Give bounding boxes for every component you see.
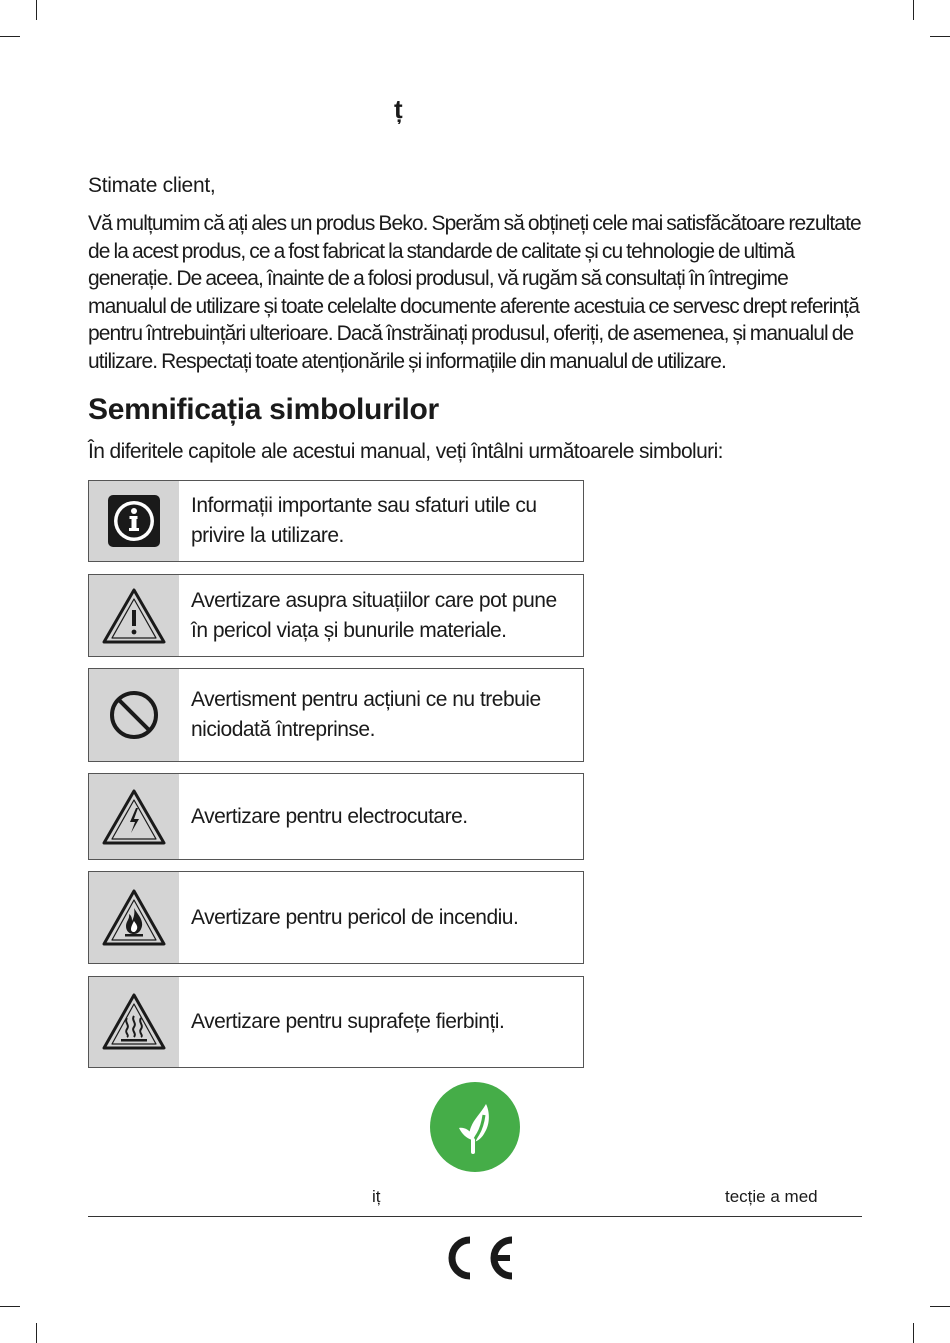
intro-paragraph: Vă mulțumim că ați ales un produs Beko. Sperăm să obțineți cele mai satisfăcătoare rezultate de la acest produs, ce a fost fabricat la standarde de calitate și cu tehnologie de ultimă generație. De aceea, înainte de a folosi produsul, vă rugăm să consultați în întregime manualul de utilizare și toate celelalte documente aferente acestuia ce servesc drept referință pentru întrebuințări ulterioare. Dacă înstrăinați produsul, oferiți, de asemenea, și manualul de utilizare. Respectați toate atenționările și informațiile din manualul de utilizare. bbox=[88, 212, 861, 373]
symbol-text: Avertisment pentru acțiuni ce nu trebuie niciodată întreprinse. bbox=[191, 688, 541, 741]
symbol-text: Avertizare pentru suprafețe fierbinți. bbox=[191, 1010, 505, 1033]
section-heading: Semnificația simbolurilor bbox=[88, 393, 439, 426]
symbol-row-electric bbox=[88, 773, 584, 860]
footer-divider bbox=[88, 1216, 862, 1217]
symbol-text: Avertizare pentru electrocutare. bbox=[191, 804, 468, 828]
footer-fragment: tecție a med bbox=[725, 1187, 818, 1206]
prohibited-icon bbox=[89, 669, 179, 761]
crop-mark bbox=[930, 36, 950, 37]
symbol-row-hot-surface bbox=[88, 976, 584, 1068]
symbol-row-fire bbox=[88, 871, 584, 964]
electric-shock-icon bbox=[89, 774, 179, 859]
ce-mark-icon bbox=[436, 1230, 516, 1291]
crop-mark bbox=[0, 1306, 20, 1307]
symbol-row-info bbox=[88, 480, 584, 562]
title-fragment: ț bbox=[394, 94, 403, 124]
warning-icon bbox=[89, 575, 179, 656]
leaf-icon bbox=[430, 1082, 520, 1177]
info-icon bbox=[89, 481, 179, 561]
symbol-text: Avertizare pentru pericol de incendiu. bbox=[191, 905, 519, 929]
crop-mark bbox=[36, 1323, 37, 1343]
crop-mark bbox=[930, 1306, 950, 1307]
fire-hazard-icon bbox=[89, 872, 179, 963]
crop-mark bbox=[0, 36, 20, 37]
crop-mark bbox=[36, 0, 37, 20]
crop-mark bbox=[913, 0, 914, 20]
footer-fragment: iț bbox=[372, 1187, 381, 1206]
crop-mark bbox=[913, 1323, 914, 1343]
symbol-row-warning bbox=[88, 574, 584, 657]
symbol-text: Avertizare asupra situațiilor care pot pune în pericol viața și bunurile materiale. bbox=[191, 588, 557, 642]
section-subtitle: În diferitele capitole ale acestui manual, veți întâlni următoarele simboluri: bbox=[88, 440, 723, 463]
hot-surface-icon bbox=[89, 977, 179, 1067]
greeting: Stimate client, bbox=[88, 174, 216, 197]
symbol-row-prohibited bbox=[88, 668, 584, 762]
symbol-text: Informații importante sau sfaturi utile cu privire la utilizare. bbox=[191, 494, 537, 547]
